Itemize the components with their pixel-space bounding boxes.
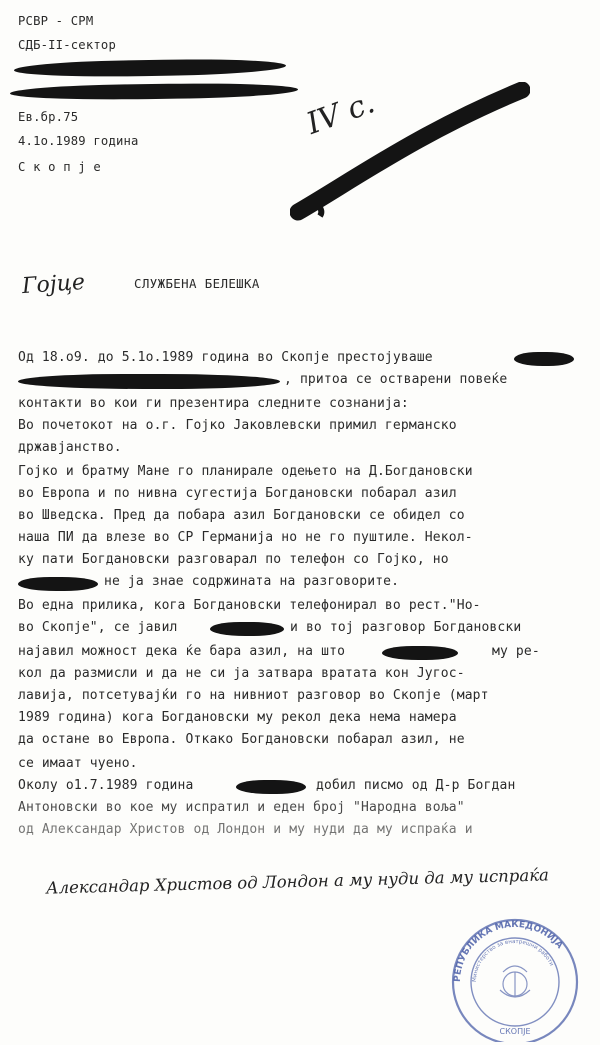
body-line: во Европа и по нивна сугестија Богдановски побарал азил <box>18 486 457 501</box>
body-line: му ре- <box>492 644 540 659</box>
body-line: од Александар Христов од Лондон и му нуди да му испраќа и <box>18 822 473 837</box>
coat-of-arms-icon <box>500 966 530 997</box>
body-line: Гојко и братму Мане го планирале одењето на Д.Богдановски <box>18 464 473 479</box>
body-line: не ја знае содржината на разговорите. <box>104 574 400 589</box>
body-line: Во почетокот на о.г. Гојко Јаковлевски примил германско <box>18 418 457 433</box>
svg-text:Министерство за внатрешни рабо <box>472 939 555 982</box>
document-date: 4.1о.1989 година <box>18 134 139 148</box>
redaction-bar <box>10 82 298 101</box>
official-stamp <box>440 912 590 1042</box>
body-line: се имаат чуено. <box>18 756 138 771</box>
redaction-bar <box>18 577 98 591</box>
slash-redaction <box>290 82 530 232</box>
body-line: Околу о1.7.1989 година <box>18 778 194 793</box>
body-line: , притоа се остварени повеќе <box>284 372 508 387</box>
reference-number: Ев.бр.75 <box>18 110 79 124</box>
body-line: Од 18.о9. до 5.1о.1989 година во Скопје престојуваше <box>18 350 433 365</box>
body-line: најавил можност дека ќе бара азил, на што <box>18 644 346 659</box>
body-line: и во тој разговор Богдановски <box>290 620 522 635</box>
handwritten-footer: Александар Христов од Лондон а му нуди да му испраќа <box>45 865 550 898</box>
stamp-inner-text: Министерство за внатрешни работи <box>471 938 555 983</box>
redaction-bar <box>514 352 574 366</box>
body-line: наша ПИ да влезе во СР Германија но не го пуштиле. Некол- <box>18 530 473 545</box>
org-line: РСВР - СРМ <box>18 14 94 28</box>
body-line: добил писмо од Д-р Богдан <box>316 778 516 793</box>
stamp-city: СКОПЈЕ <box>499 1027 531 1036</box>
redaction-bar <box>14 58 286 79</box>
body-line: државјанство. <box>18 440 122 455</box>
document-title: СЛУЖБЕНА БЕЛЕШКА <box>134 276 260 291</box>
body-line: во Шведска. Пред да побара азил Богдановски се обидел со <box>18 508 465 523</box>
redaction-bar <box>18 374 280 389</box>
body-line: лавија, потсетувајќи го на нивниот разговор во Скопје (март <box>18 688 489 703</box>
body-line: ку пати Богдановски разговарал по телефон со Гојко, но <box>18 552 449 567</box>
redaction-bar <box>382 646 458 660</box>
body-line: кол да размисли и да не си ја затвара вратата кон Југос- <box>18 666 465 681</box>
redaction-bar <box>210 622 284 636</box>
document-city: С к о п ј е <box>18 160 101 174</box>
body-line: Антоновски во кое му испратил и еден број "Народна воља" <box>18 800 465 815</box>
handwritten-annotation: IV c. <box>302 85 380 142</box>
body-line: 1989 година) кога Богдановски му рекол дека нема намера <box>18 710 457 725</box>
svg-text:РЕПУБЛИКА МАКЕДОНИЈА <box>453 920 565 982</box>
redaction-bar <box>236 780 306 794</box>
body-line: да остане во Европа. Откако Богдановски побарал азил, не <box>18 732 465 747</box>
sector-line: СДБ-II-сектор <box>18 38 116 52</box>
body-line: Во една прилика, кога Богдановски телефонирал во рест."Но- <box>18 598 481 613</box>
handwritten-note: Гојце <box>21 269 86 300</box>
body-line: во Скопје", се јавил <box>18 620 178 635</box>
stamp-outer-text: РЕПУБЛИКА МАКЕДОНИЈА <box>452 919 565 983</box>
body-line: контакти во кои ги презентира следните сознанија: <box>18 396 409 411</box>
